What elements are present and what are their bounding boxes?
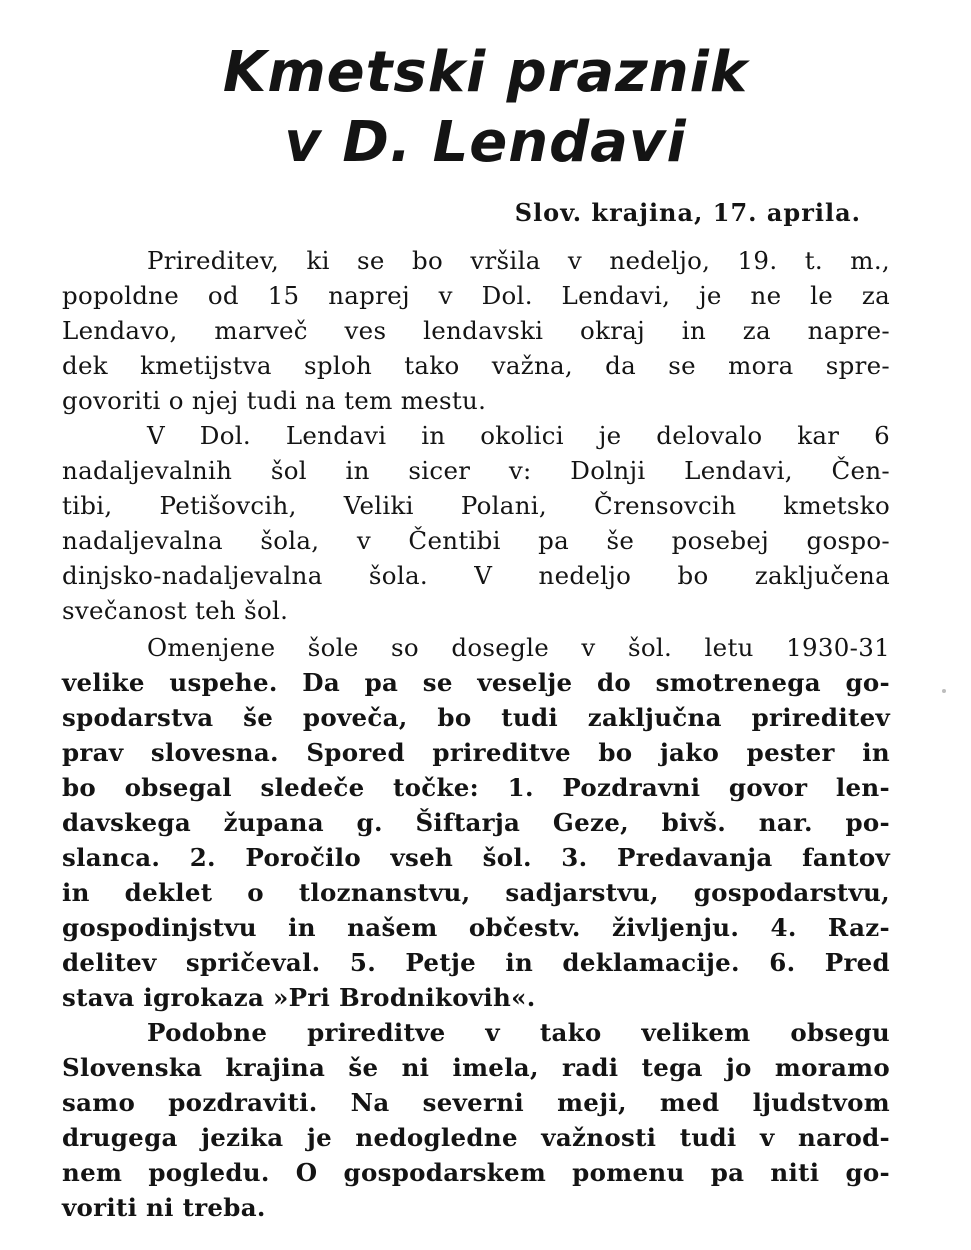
text-line: spodarstva še poveča, bo tudi zaključna prireditev [62,703,890,732]
text-line: gospodinjstvu in našem občestv. življenju. 4. Raz- [62,913,890,942]
headline-line-2: v D. Lendavi [284,110,687,175]
article-headline [0,38,971,178]
text-line: stava igrokaza »Pri Brodnikovih«. [62,983,536,1012]
text-line: drugega jezika je nedogledne važnosti tudi v narod- [62,1123,890,1152]
text-line: delitev spričeval. 5. Petje in deklamacije. 6. Pred [62,948,890,977]
text-line: dek kmetijstva sploh tako važna, da se mora spre- [62,351,890,380]
text-line: voriti ni treba. [62,1193,266,1222]
text-line: samo pozdraviti. Na severni meji, med ljudstvom [62,1088,890,1117]
text-line: Omenjene šole so dosegle v šol. letu 1930-31 [147,633,890,662]
text-line: svečanost teh šol. [62,596,289,625]
text-line: davskega župana g. Šiftarja Geze, bivš. nar. po- [62,808,890,837]
text-line: velike uspehe. Da pa se veselje do smotrenega go- [62,668,890,697]
text-line: nem pogledu. O gospodarskem pomenu pa niti go- [62,1158,890,1187]
text-line: popoldne od 15 naprej v Dol. Lendavi, je ne le za [62,281,890,310]
text-line: dinjsko-nadaljevalna šola. V nedeljo bo zaključena [62,561,890,590]
text-line: Slovenska krajina še ni imela, radi tega jo moramo [62,1053,890,1082]
headline-line-1: Kmetski praznik [222,40,749,105]
text-line: bo obsegal sledeče točke: 1. Pozdravni govor len- [62,773,890,802]
text-line: Prireditev, ki se bo vršila v nedeljo, 19. t. m., [147,246,890,275]
text-line: govoriti o njej tudi na tem mestu. [62,386,487,415]
text-line: tibi, Petišovcih, Veliki Polani, Črensovcih kmetsko [62,491,890,520]
text-line: in deklet o tloznanstvu, sadjarstvu, gospodarstvu, [62,878,890,907]
text-line: prav slovesna. Spored prireditve bo jako pester in [62,738,890,767]
margin-speck [942,689,946,693]
text-line: nadaljevalnih šol in sicer v: Dolnji Lendavi, Čen- [62,456,890,485]
dateline: Slov. krajina, 17. aprila. [514,198,861,227]
text-line: slanca. 2. Poročilo vseh šol. 3. Predavanja fantov [62,843,890,872]
text-line: Lendavo, marveč ves lendavski okraj in za napre- [62,316,890,345]
text-line: V Dol. Lendavi in okolici je delovalo kar 6 [147,421,890,450]
text-line: Podobne prireditve v tako velikem obsegu [147,1018,890,1047]
text-line: nadaljevalna šola, v Čentibi pa še posebej gospo- [62,526,890,555]
